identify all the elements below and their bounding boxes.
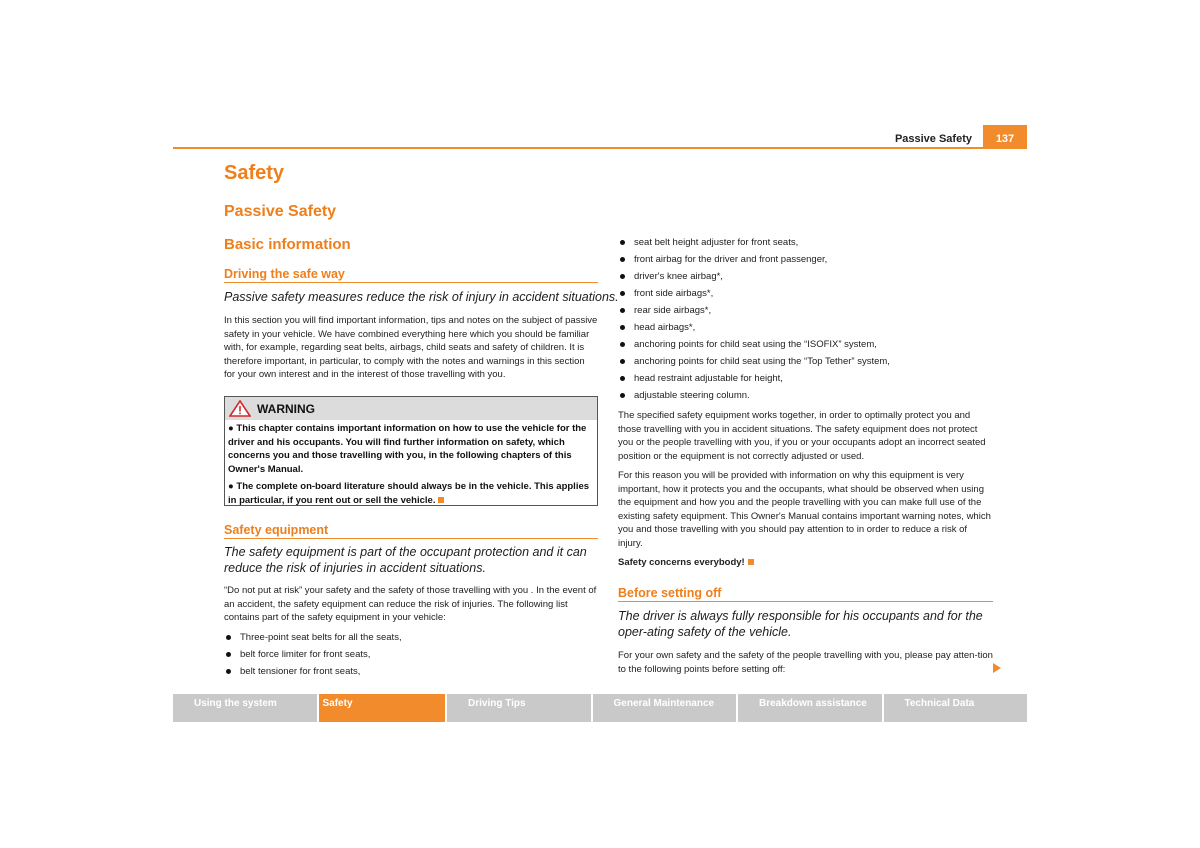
bullet-icon: [620, 257, 625, 262]
warning-triangle-icon: [229, 400, 251, 417]
driving-safe-way-body: In this section you will find important information, tips and notes on the subject of passive safety in your vehicle. We have combined everything here which you should be familiar with, for example, regarding seat belts, airbags, child seats and safety of children. It is therefore important, in particular, to comply with the notes and warnings in this section for your own interest and in the interest of those travelling with you.: [224, 315, 598, 380]
bullet-icon: [620, 325, 625, 330]
list-item-text: front side airbags*,: [634, 288, 714, 299]
bullet-icon: [620, 342, 625, 347]
list-item-text: seat belt height adjuster for front seats,: [634, 237, 799, 248]
tab-technical-data[interactable]: Technical Data: [884, 694, 1028, 722]
list-item: [224, 648, 598, 665]
safety-equipment-body: “Do not put at risk” your safety and the safety of those travelling with you . In the event of an accident, the safety equipment can reduce the risk of injuries. The following list contains part of the safety equipment in your vehicle:: [224, 585, 597, 623]
list-item-text: head airbags*,: [634, 322, 696, 333]
bullet-icon: ●: [228, 423, 237, 434]
bullet-icon: [620, 376, 625, 381]
list-item-text: belt tensioner for front seats,: [240, 666, 361, 677]
before-setting-off-heading: Before setting off: [618, 586, 993, 602]
tab-breakdown-assistance[interactable]: Breakdown assistance: [738, 694, 882, 722]
list-item: [618, 338, 993, 355]
list-item-text: front airbag for the driver and front passenger,: [634, 254, 828, 265]
list-item-text: Three-point seat belts for all the seats,: [240, 632, 402, 643]
list-item-text: rear side airbags*,: [634, 305, 712, 316]
bullet-icon: [620, 240, 625, 245]
warning-box: [224, 396, 598, 506]
chapter-tabs: [173, 694, 1027, 722]
list-item: [618, 270, 993, 287]
bullet-icon: [620, 308, 625, 313]
bullet-icon: [620, 274, 625, 279]
list-item-text: anchoring points for child seat using the “ISOFIX” system,: [634, 339, 877, 350]
warning-item-text: The complete on-board literature should always be in the vehicle. This applies in particular, if you rent out or sell the vehicle.: [228, 481, 590, 506]
chapter-title: Safety: [224, 162, 285, 184]
list-item: [224, 665, 598, 682]
subsection-title: Basic information: [224, 236, 351, 253]
driving-safe-way-heading: Driving the safe way: [224, 267, 598, 283]
next-page-arrow-icon[interactable]: [993, 663, 1001, 673]
list-item: [618, 287, 993, 304]
list-item-text: head restraint adjustable for height,: [634, 373, 783, 384]
list-item-text: anchoring points for child seat using the “Top Tether” system,: [634, 356, 890, 367]
bullet-icon: [226, 669, 231, 674]
end-mark-icon: [438, 497, 444, 503]
equipment-works-together-text: The specified safety equipment works together, in order to optimally protect you and those travelling with you in accident situations. The safety equipment does not protect you or the people travelling with you, if you or your occupants adopt an incorrect seated position or the equipment is not correctly adjusted or used.: [618, 410, 986, 462]
warning-title: WARNING: [257, 402, 315, 416]
header-rule: [173, 147, 1027, 149]
warning-header: [225, 397, 597, 420]
before-setting-off-lead: The driver is always fully responsible for his occupants and for the oper-ating safety of the vehicle.: [618, 609, 983, 639]
list-item: [618, 389, 993, 406]
safety-concerns-text: Safety concerns everybody!: [618, 557, 745, 568]
equipment-information-text: For this reason you will be provided with information on why this equipment is very important, how it protects you and the occupants, what should be observed when using the equipment and how you and the people travelling with you can make full use of the existing safety equipment. This Owner's Manual contains important warning notes, which you and those travelling with you should pay attention to in order to reduce a risk of injury.: [618, 470, 991, 549]
list-item: [618, 253, 993, 270]
bullet-icon: [226, 635, 231, 640]
tab-using-the-system[interactable]: Using the system: [173, 694, 317, 722]
warning-item: [228, 422, 596, 476]
safety-equipment-list-left: [224, 631, 598, 682]
warning-item-text: This chapter contains important information on how to use the vehicle for the driver and his occupants. You will find further information on safety, which concerns you and those travelling with you, in the following chapters of this Owner's Manual.: [228, 423, 587, 475]
bullet-icon: ●: [228, 481, 237, 492]
list-item: [618, 355, 993, 372]
bullet-icon: [620, 393, 625, 398]
list-item-text: belt force limiter for front seats,: [240, 649, 371, 660]
tab-driving-tips[interactable]: Driving Tips: [447, 694, 591, 722]
driving-safe-way-lead: Passive safety measures reduce the risk of injury in accident situations.: [224, 290, 619, 304]
list-item-text: driver's knee airbag*,: [634, 271, 723, 282]
warning-body: [228, 422, 596, 511]
end-mark-icon: [748, 559, 754, 565]
tab-general-maintenance[interactable]: General Maintenance: [593, 694, 737, 722]
list-item: [618, 236, 993, 253]
page-number: 137: [995, 133, 1015, 145]
list-item: [224, 631, 598, 648]
section-title: Passive Safety: [224, 203, 337, 220]
list-item-text: adjustable steering column.: [634, 390, 750, 401]
before-setting-off-body: For your own safety and the safety of the people travelling with you, please pay atten-tion to the following points before setting off:: [618, 650, 993, 675]
safety-concerns-everybody: [618, 556, 754, 570]
bullet-icon: [620, 291, 625, 296]
bullet-icon: [226, 652, 231, 657]
warning-item: [228, 480, 596, 507]
list-item: [618, 321, 993, 338]
bullet-icon: [620, 359, 625, 364]
tab-safety[interactable]: Safety: [319, 694, 446, 722]
running-header-section: Passive Safety: [894, 133, 972, 145]
safety-equipment-lead: The safety equipment is part of the occupant protection and it can reduce the risk of injuries in accident situations.: [224, 545, 587, 575]
list-item: [618, 372, 993, 389]
list-item: [618, 304, 993, 321]
safety-equipment-heading: Safety equipment: [224, 523, 598, 539]
safety-equipment-list-right: [618, 236, 993, 406]
